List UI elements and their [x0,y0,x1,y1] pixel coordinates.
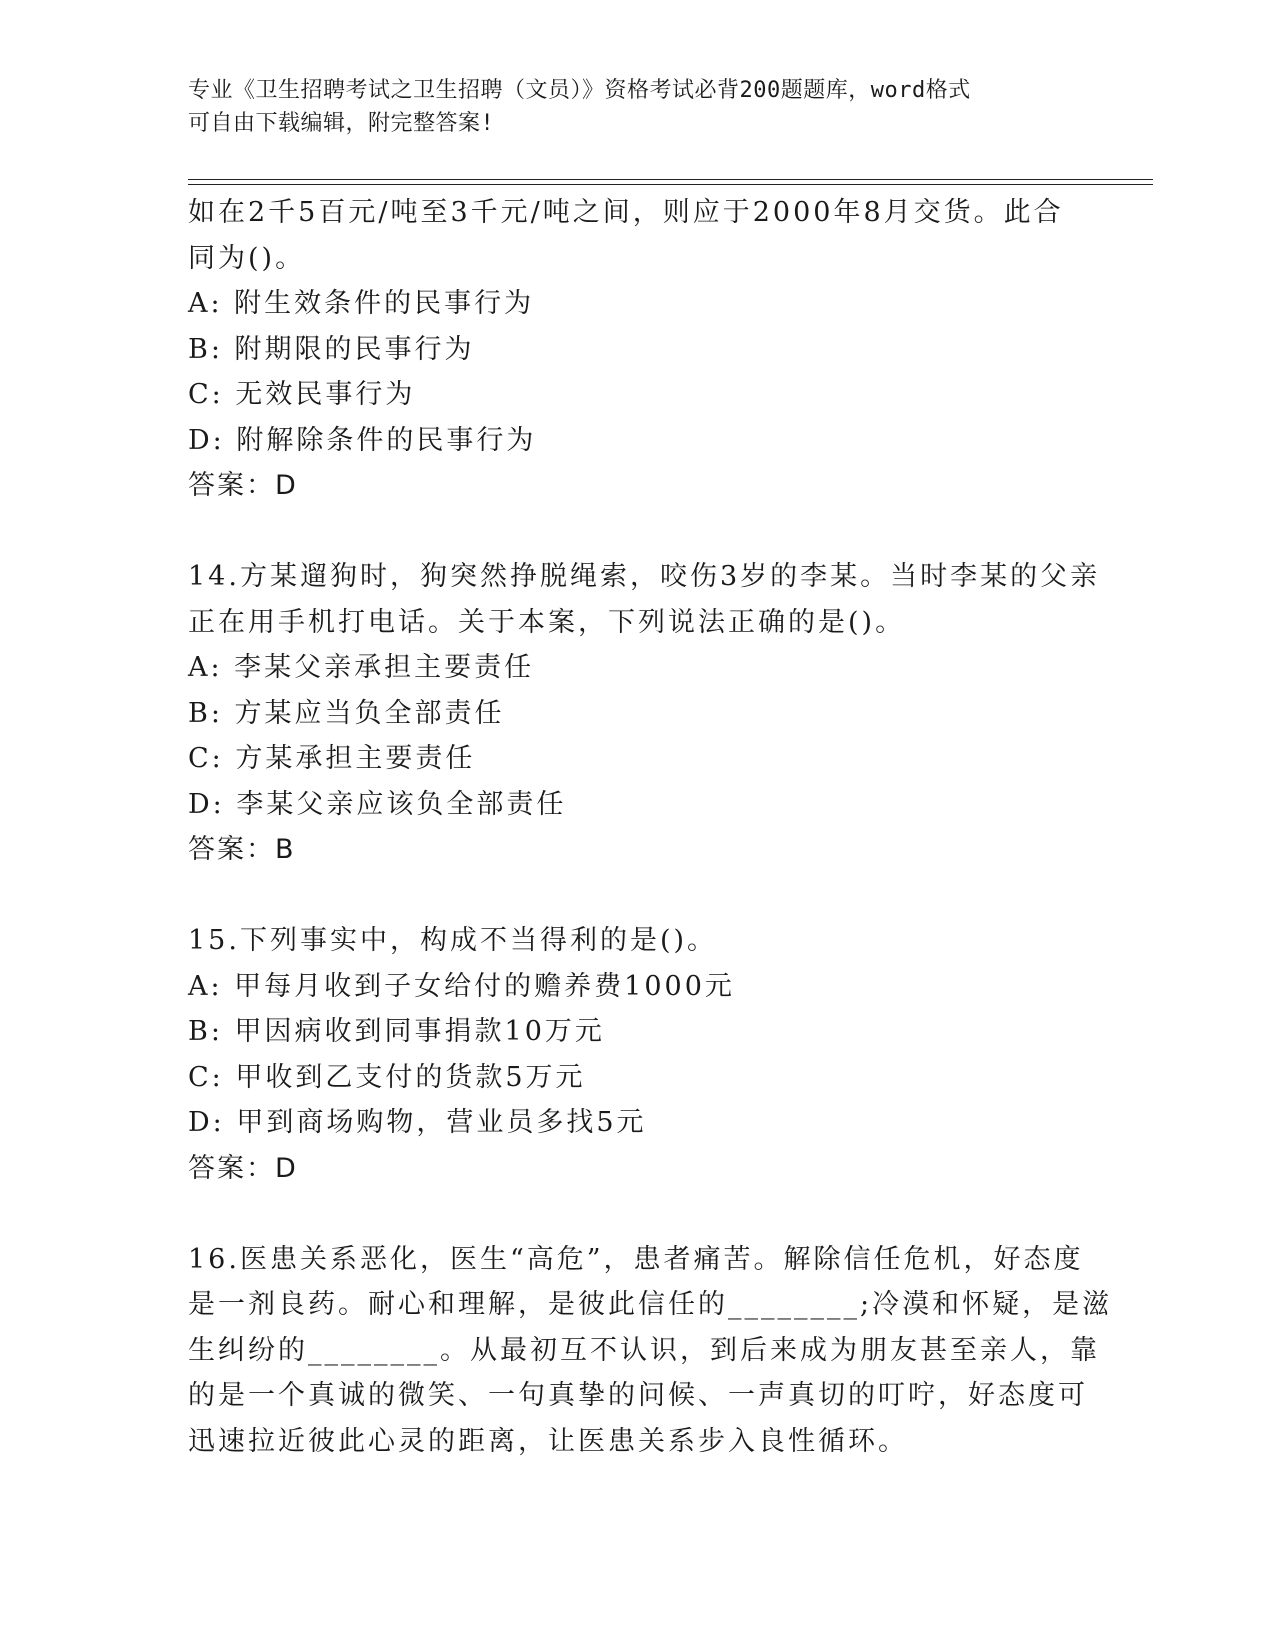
header-title-line-1: 专业《卫生招聘考试之卫生招聘（文员）》资格考试必背200题题库，word格式 [188,78,971,103]
question-text: 迅速拉近彼此心灵的距离，让医患关系步入良性循环。 [188,1425,908,1457]
header-title-line-2: 可自由下载编辑，附完整答案! [188,111,495,136]
question-16 [188,1237,1113,1465]
option-a: A: 李某父亲承担主要责任 [188,652,535,683]
question-text: 是一剂良药。耐心和理解，是彼此信任的________;冷漠和怀疑，是滋 [188,1289,1113,1320]
document-header [188,74,1068,140]
header-divider-top [188,179,1153,180]
question-13 [188,190,1088,509]
question-text: 如在2千5百元/吨至3千元/吨之间，则应于2000年8月交货。此合 [188,197,1064,228]
option-b: B: 甲因病收到同事捐款10万元 [188,1016,605,1047]
spacer [188,1191,1088,1237]
option-d: D: 附解除条件的民事行为 [188,424,537,456]
question-text: 生纠纷的________。从最初互不认识，到后来成为朋友甚至亲人，靠 [188,1334,1100,1366]
question-text: 同为()。 [188,242,306,274]
question-text: 15.下列事实中，构成不当得利的是()。 [188,925,718,956]
option-c: C: 无效民事行为 [188,379,416,410]
option-a: A: 甲每月收到子女给付的赡养费1000元 [188,970,735,1002]
option-d: D: 李某父亲应该负全部责任 [188,788,567,820]
spacer [188,509,1088,555]
question-14 [188,554,1101,873]
question-text: 16.医患关系恶化，医生“高危”，患者痛苦。解除信任危机，好态度 [188,1243,1084,1275]
option-b: B: 方某应当负全部责任 [188,697,505,729]
option-c: C: 甲收到乙支付的货款5万元 [188,1061,586,1093]
question-text: 14.方某遛狗时，狗突然挣脱绳索，咬伤3岁的李某。当时李某的父亲 [188,561,1101,592]
question-text: 正在用手机打电话。关于本案，下列说法正确的是()。 [188,606,906,638]
answer: 答案：D [188,1152,298,1184]
option-c: C: 方某承担主要责任 [188,743,476,774]
document-body [188,190,1113,1464]
option-a: A: 附生效条件的民事行为 [188,288,535,319]
spacer [188,873,1088,919]
option-b: B: 附期限的民事行为 [188,333,475,365]
header-divider-bottom [188,184,1153,185]
question-15 [188,918,1088,1191]
answer: 答案：B [188,834,296,865]
question-text: 的是一个真诚的微笑、一句真挚的问候、一声真切的叮咛，好态度可 [188,1380,1088,1411]
option-d: D: 甲到商场购物，营业员多找5元 [188,1107,647,1138]
answer: 答案：D [188,470,298,501]
